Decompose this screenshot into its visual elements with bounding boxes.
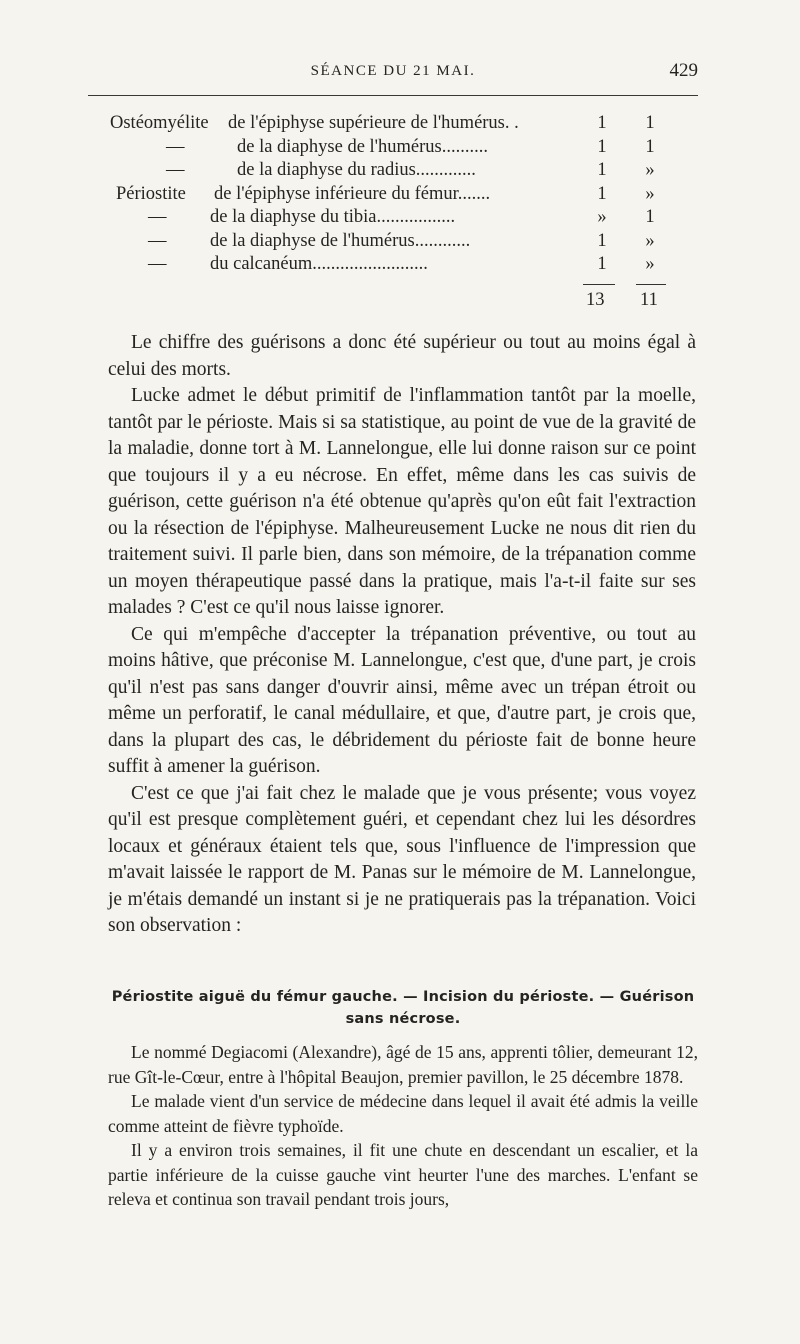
row-label: Périostite [116, 183, 186, 204]
observation-text [108, 1040, 698, 1212]
section-heading: Périostite aiguë du fémur gauche. — Incision du périoste. — Guérison sans nécrose. [111, 989, 695, 1027]
total-b: 11 [640, 290, 658, 310]
body-text [108, 330, 696, 940]
row-value-b: 1 [645, 207, 655, 227]
row-value-b: » [645, 183, 655, 204]
table-row [110, 183, 670, 207]
table-row [110, 159, 670, 183]
page-number: 429 [669, 60, 698, 81]
row-value-a: 1 [597, 230, 607, 251]
row-site: de la diaphyse du radius............. [237, 160, 476, 180]
paragraph: C'est ce que j'ai fait chez le malade que je vous présente; vous voyez qu'il est presque complètement guéri, et cependant chez lui les désordres locaux et généraux étaient tels que, sous l'influence de l'impression que m'avait laissée le rapport de M. Panas sur le mémoire de M. Lannelongue, je m'étais demandé un instant si je ne pratiquerais pas la trépanation. Voici son observation : [108, 782, 696, 936]
statistics-table [110, 112, 670, 277]
total-a: 13 [586, 290, 605, 310]
paragraph: Le chiffre des guérisons a donc été supérieur ou tout au moins égal à celui des morts. [108, 332, 696, 380]
row-site: de l'épiphyse inférieure du fémur....... [214, 183, 491, 204]
table-row [110, 253, 670, 277]
row-value-a: 1 [597, 254, 607, 274]
row-site: de l'épiphyse supérieure de l'humérus. . [228, 113, 519, 133]
row-value-b: » [645, 230, 655, 251]
table-row [110, 230, 670, 254]
row-value-b: 1 [645, 113, 655, 133]
table-row [110, 136, 670, 160]
page-header [88, 60, 698, 86]
table-row [110, 206, 670, 230]
header-rule [88, 95, 698, 96]
row-site: du calcanéum......................... [210, 254, 428, 274]
row-value-b: » [645, 160, 655, 180]
row-value-a: 1 [597, 136, 607, 157]
row-label: Ostéomyélite [110, 113, 209, 133]
sum-rule [583, 284, 615, 285]
row-value-a: 1 [597, 160, 607, 180]
paragraph: Lucke admet le début primitif de l'inflammation tantôt par la moelle, tantôt par le périoste. Mais si sa statistique, au point de vue de la gravité de la maladie, donne tort à M. Lannelongue, elle lui donne raison sur ce point que toujours il y a eu nécrose. En effet, même dans les cas suivis de guérison, cette guérison n'a été obtenue qu'après qu'on eût fait l'extraction ou la résection de l'épiphyse. Malheureusement Lucke ne nous dit rien du traitement suivi. Il parle bien, dans son mémoire, de la trépanation comme un moyen thérapeutique passé dans la pratique, mais l'a-t-il faite sur ses malades ? C'est ce qu'il nous laisse ignorer. [108, 385, 696, 618]
row-value-b: 1 [645, 136, 655, 157]
table-row [110, 112, 670, 136]
paragraph: Il y a environ trois semaines, il fit une chute en descendant un escalier, et la partie inférieure de la cuisse gauche vint heurter l'une des marches. L'enfant se releva et continua son travail pendant trois jours, [108, 1140, 698, 1209]
paragraph: Le malade vient d'un service de médecine dans lequel il avait été admis la veille comme atteint de fièvre typhoïde. [108, 1091, 698, 1136]
row-site: de la diaphyse de l'humérus............ [210, 230, 471, 251]
row-value-a: 1 [597, 183, 607, 204]
sum-rule [636, 284, 666, 285]
running-head: SÉANCE DU 21 MAI. [310, 63, 476, 79]
paragraph: Le nommé Degiacomi (Alexandre), âgé de 15 ans, apprenti tôlier, demeurant 12, rue Gît-le-Cœur, entre à l'hôpital Beaujon, premier pavillon, le 25 décembre 1878. [108, 1042, 698, 1087]
paragraph: Ce qui m'empêche d'accepter la trépanation préventive, ou tout au moins hâtive, que préconise M. Lannelongue, c'est que, d'une part, je crois qu'il n'est pas sans danger d'ouvrir ainsi, même avec un trépan étroit ou même un perforatif, le canal médullaire, et que, d'autre part, je crois que, dans la plupart des cas, le débridement du périoste fait de bonne heure suffit à amener la guérison. [108, 623, 696, 777]
row-site: de la diaphyse du tibia................. [210, 207, 456, 227]
row-site: de la diaphyse de l'humérus.......... [237, 136, 488, 157]
row-value-a: » [597, 207, 607, 227]
ditto-dash: — [148, 230, 167, 251]
row-value-a: 1 [597, 113, 607, 133]
ditto-dash: — [166, 160, 185, 180]
row-value-b: » [645, 254, 655, 274]
ditto-dash: — [166, 136, 185, 157]
ditto-dash: — [148, 254, 167, 274]
ditto-dash: — [148, 207, 167, 227]
